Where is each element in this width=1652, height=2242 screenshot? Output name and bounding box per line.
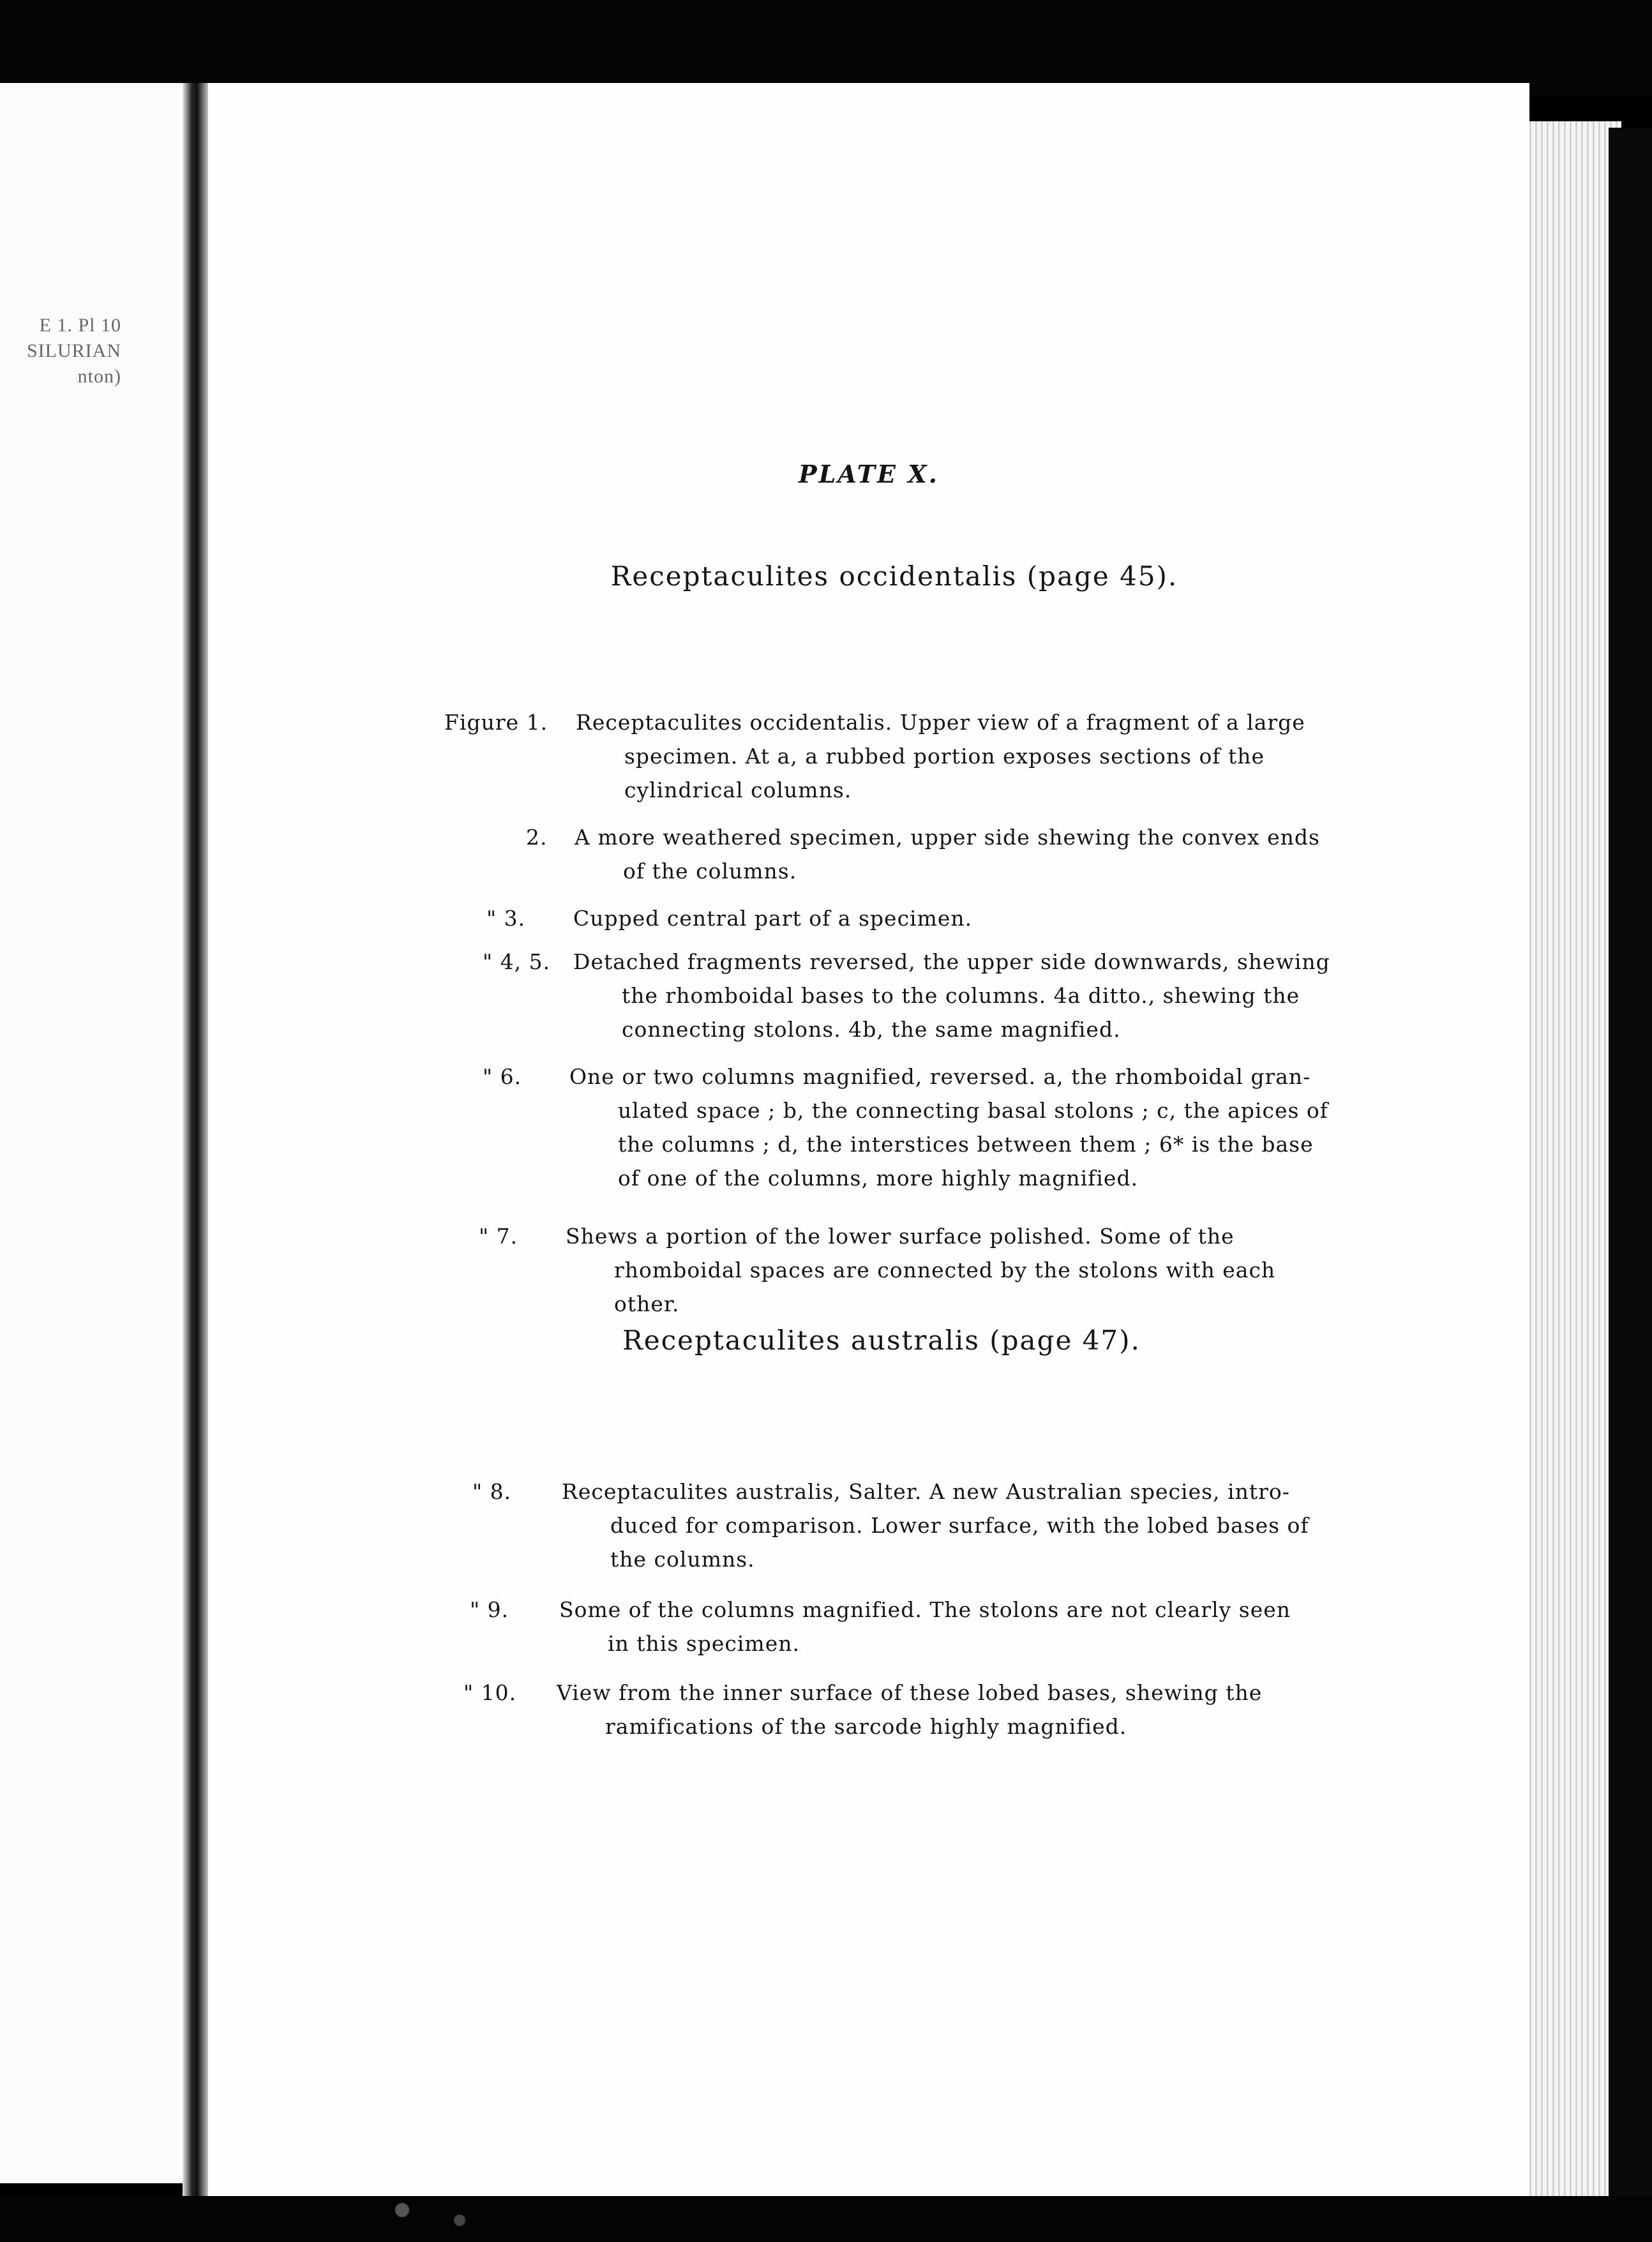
entry-line: One or two columns magnified, reversed. a, the rhomboidal gran- <box>569 1064 1311 1089</box>
facing-page-margin-text <box>0 313 121 389</box>
entry-line: of the columns. <box>623 859 797 884</box>
figure-label: " 7. <box>479 1224 518 1249</box>
entry-line: ramifications of the sarcode highly magnified. <box>605 1714 1127 1739</box>
entry-line: other. <box>614 1291 680 1316</box>
margin-line: SILURIAN <box>27 340 121 361</box>
plate-title: PLATE X. <box>799 460 939 488</box>
facing-page <box>0 83 199 2183</box>
page-content <box>208 83 1529 2215</box>
entry-line: in this specimen. <box>608 1631 800 1656</box>
figure-label: " 8. <box>472 1479 512 1504</box>
scan-border-bottom <box>0 2196 1652 2242</box>
entry-line: View from the inner surface of these lobed bases, shewing the <box>557 1680 1263 1705</box>
entry-line: Shews a portion of the lower surface polished. Some of the <box>566 1224 1235 1249</box>
book-gutter <box>183 83 209 2202</box>
entry-line: rhomboidal spaces are connected by the stolons with each <box>614 1258 1276 1283</box>
entry-line: cylindrical columns. <box>624 778 852 802</box>
entry-line: duced for comparison. Lower surface, with the lobed bases of <box>610 1513 1309 1538</box>
scan-border-top <box>0 0 1652 96</box>
figure-label: 2. <box>526 825 548 850</box>
margin-line: nton) <box>77 366 121 387</box>
entry-line: A more weathered specimen, upper side shewing the convex ends <box>574 825 1320 850</box>
document-page <box>208 83 1529 2215</box>
entry-line: Receptaculites australis, Salter. A new Australian species, intro- <box>562 1479 1290 1504</box>
entry-line: the columns. <box>610 1547 755 1572</box>
entry-line: Cupped central part of a specimen. <box>573 906 973 931</box>
entry-line: specimen. At a, a rubbed portion exposes sections of the <box>624 744 1265 769</box>
scan-border-right <box>1609 128 1652 2196</box>
entry-line: Receptaculites occidentalis. Upper view of a fragment of a large <box>576 710 1305 735</box>
section-heading: Receptaculites occidentalis (page 45). <box>610 560 1178 592</box>
figure-label: " 3. <box>486 906 526 931</box>
entry-line: the rhomboidal bases to the columns. 4a ditto., shewing the <box>622 983 1300 1008</box>
entry-line: connecting stolons. 4b, the same magnified. <box>622 1017 1121 1042</box>
scan-artifact <box>345 2190 536 2241</box>
figure-label: " 6. <box>483 1064 522 1089</box>
figure-label: " 10. <box>463 1680 517 1705</box>
figure-label: Figure 1. <box>444 710 548 735</box>
entry-line: Detached fragments reversed, the upper side downwards, shewing <box>573 949 1330 974</box>
entry-line: Some of the columns magnified. The stolons are not clearly seen <box>559 1597 1291 1622</box>
entry-line: ulated space ; b, the connecting basal stolons ; c, the apices of <box>618 1098 1329 1123</box>
page-edges <box>1526 121 1621 2196</box>
figure-label: " 4, 5. <box>483 949 551 974</box>
margin-line: E 1. Pl 10 <box>39 315 121 336</box>
figure-label: " 9. <box>470 1597 509 1622</box>
section-heading: Receptaculites australis (page 47). <box>622 1325 1141 1356</box>
entry-line: of one of the columns, more highly magnified. <box>618 1166 1139 1191</box>
entry-line: the columns ; d, the interstices between them ; 6* is the base <box>618 1132 1314 1157</box>
